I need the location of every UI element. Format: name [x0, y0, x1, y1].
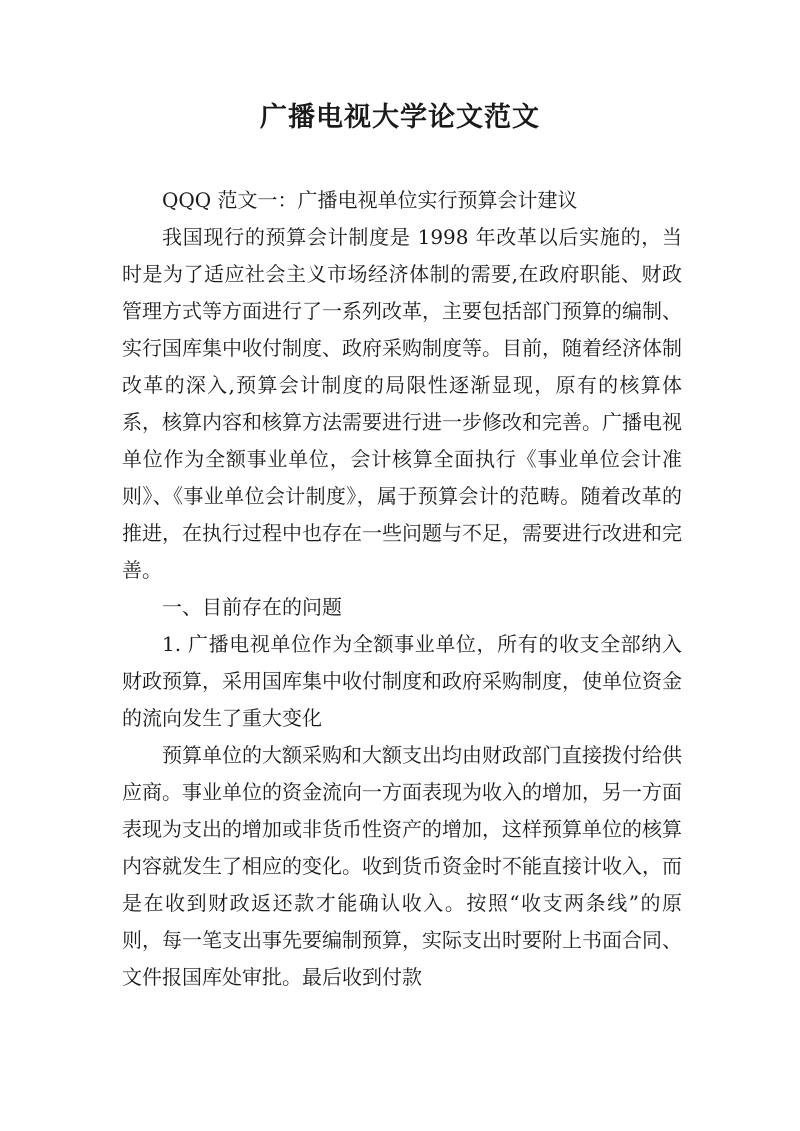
document-title: 广播电视大学论文范文 [260, 102, 540, 133]
paragraph-budget-units: 预算单位的大额采购和大额支出均由财政部门直接拨付给供应商。事业单位的资金流向一方面表现为收入的增加，另一方面表现为支出的增加或非货币性资产的增加，这样预算单位的核算内容就发生了相应的变化。收到货币资金时不能直接计收入，而是在收到财政返还款才能确认收入。按照“收支两条线”的原则，每一笔支出事先要编制预算，实际支出时要附上书面合同、文件报国库处审批。最后收到付款 [122, 743, 682, 989]
paragraph-intro: 我国现行的预算会计制度是 1998 年改革以后实施的，当时是为了适应社会主义市场经济体制的需要,在政府职能、财政管理方式等方面进行了一系列改革，主要包括部门预算的编制、实行国库集中收付制度、政府采购制度等。目前，随着经济体制改革的深入,预算会计制度的局限性逐渐显现，原有的核算体系，核算内容和核算方法需要进行进一步修改和完善。广播电视单位作为全额事业单位，会计核算全面执行《事业单位会计准则》、《事业单位会计制度》，属于预算会计的范畴。随着改革的推进，在执行过程中也存在一些问题与不足，需要进行改进和完善。 [122, 225, 682, 582]
paragraph-heading-sample-one: QQQ 范文一：广播电视单位实行预算会计建议 [162, 188, 578, 212]
section-heading-current-problems: 一、目前存在的问题 [162, 595, 342, 619]
document-body [122, 182, 682, 996]
paragraph-point-one: 1. 广播电视单位作为全额事业单位，所有的收支全部纳入财政预算，采用国库集中收付制度和政府采购制度，使单位资金的流向发生了重大变化 [122, 632, 682, 730]
